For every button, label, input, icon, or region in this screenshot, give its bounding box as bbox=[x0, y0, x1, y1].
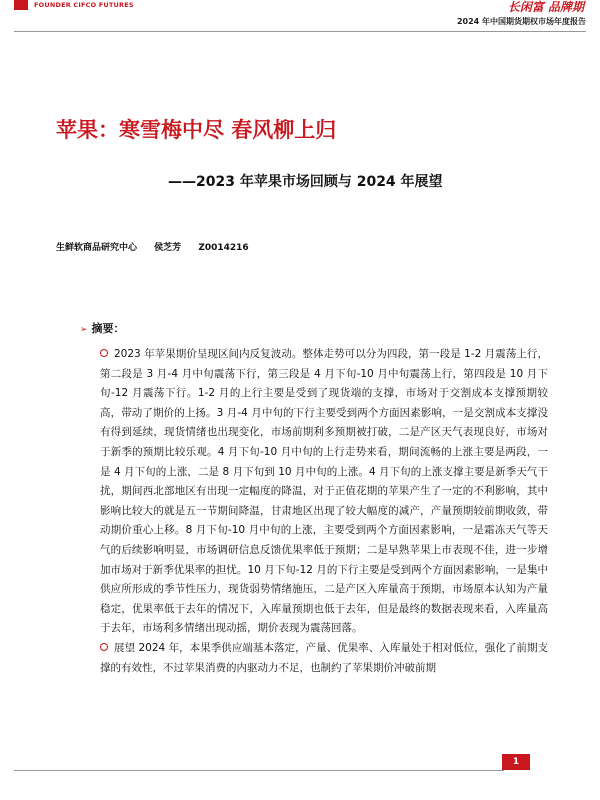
company-logo-icon bbox=[14, 0, 28, 10]
abstract-paragraph-text: 展望 2024 年，本果季供应端基本落定，产量、优果率、入库量处于相对低位，强化了前期支撑的有效性，不过苹果消费的内驱动力不足，也制约了苹果期价冲破前期 bbox=[100, 641, 548, 674]
page-title: 苹果：寒雪梅中尽 春风柳上归 bbox=[56, 118, 337, 142]
author-license: Z0014216 bbox=[198, 243, 249, 253]
triangle-bullet-icon: ➢ bbox=[80, 325, 88, 335]
header-slogan: 长闲富 品牌期 bbox=[507, 0, 584, 14]
page-header bbox=[0, 0, 600, 40]
abstract-heading-label: 摘要： bbox=[91, 322, 125, 335]
company-name: FOUNDER CIFCO FUTURES bbox=[34, 1, 134, 9]
author-department: 生鲜软商品研究中心 bbox=[56, 243, 138, 253]
abstract-paragraph bbox=[100, 345, 548, 639]
footer-divider bbox=[14, 770, 504, 771]
page-subtitle: ——2023 年苹果市场回顾与 2024 年展望 bbox=[168, 174, 443, 190]
abstract-body bbox=[100, 345, 548, 678]
report-title: 2024 年中国期货期权市场年度报告 bbox=[456, 17, 586, 26]
page-number: 1 bbox=[502, 754, 530, 770]
circle-bullet-icon bbox=[100, 349, 108, 357]
abstract-paragraph-text: 2023 年苹果期价呈现区间内反复波动。整体走势可以分为四段，第一段是 1-2 月震荡上行，第二段是 3 月-4 月中旬震荡下行，第三段是 4 月下旬-10 月中旬震荡上行，第四段是 10 月下旬-12 月震荡下行。1-2 月的上行主要是受到了现货端的支撑，市场对于交割成本支撑预期较高，带动了期价的上扬。3 月-4 月中旬的下行主要受到两个方面因素影响，一是交割成本支撑没有得到延续，现货情绪也出现变化，市场前期利多预期被打破，二是产区天气表现良好，市场对于新季的预期比较乐观。4 月下旬-10 月中旬的上行走势来看，期间流畅的上涨主要是两段，一是 4 月下旬的上涨，二是 8 月下旬到 10 月中旬的上涨。4 月下旬的上涨支撑主要是新季天气干扰，期间西北部地区有出现一定幅度的降温，对于正值花期的苹果产生了一定的不利影响，其中影响比较大的就是五一节期间降温，甘肃地区出现了较大幅度的减产，产量预期较前期收敛，带动期价重心上移。8 月下旬-10 月中旬的上涨，主要受到两个方面因素影响，一是霜冻天气等天气的后续影响明显，市场调研信息反馈优果率低于预期；二是早熟苹果上市表现不佳，进一步增加市场对于新季优果率的担忧。10 月下旬-12 月的下行主要是受到两个方面因素影响，一是集中供应所形成的季节性压力，现货弱势情绪施压，二是产区入库量高于预期，市场原本认知为产量稳定，优果率低于去年的情况下，入库量预期也低于去年，但是最终的数据表现来看，入库量高于去年，市场利多情绪出现动摇，期价表现为震荡回落。 bbox=[100, 348, 548, 635]
abstract-heading bbox=[80, 320, 125, 336]
abstract-paragraph bbox=[100, 639, 548, 678]
circle-bullet-icon bbox=[100, 643, 108, 651]
author-name: 侯芝芳 bbox=[154, 243, 182, 253]
author-line bbox=[56, 240, 263, 253]
header-divider bbox=[14, 31, 586, 32]
